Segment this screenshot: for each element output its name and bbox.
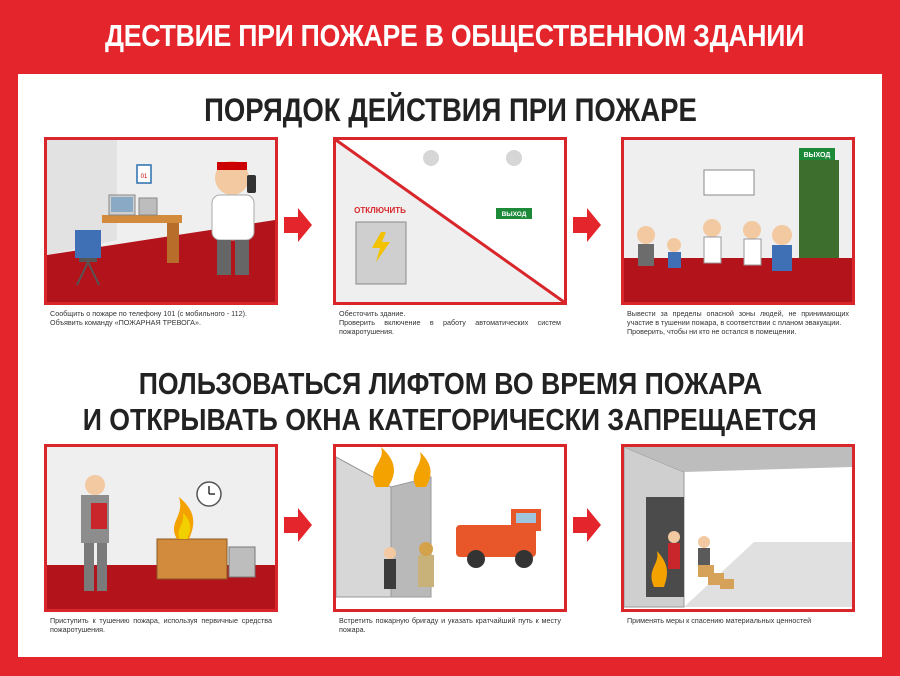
section-heading: ПОРЯДОК ДЕЙСТВИЯ ПРИ ПОЖАРЕ: [203, 92, 697, 128]
step-2-illustration: [333, 137, 567, 305]
step-panel-2: [333, 137, 567, 369]
warning-line-2: И ОТКРЫВАТЬ ОКНА КАТЕГОРИЧЕСКИ ЗАПРЕЩАЕТСЯ: [83, 402, 817, 437]
svg-text:ВЫХОД: ВЫХОД: [501, 211, 527, 218]
step-panel-1: [44, 137, 278, 369]
step-5-caption: Встретить пожарную бригаду и указать кратчайший путь к месту пожара.: [339, 616, 561, 634]
step-3-illustration: [621, 137, 855, 305]
step-6-caption: Применять меры к спасению материальных ценностей: [627, 616, 812, 625]
svg-text:ВЫХОД: ВЫХОД: [803, 152, 831, 159]
power-off-scene: [336, 140, 564, 302]
phone-icon: [247, 175, 256, 193]
step-panel-6: [621, 444, 855, 676]
fire-brigade-scene: [336, 447, 564, 609]
office-phone-scene: [47, 140, 275, 302]
arrow-right-icon: [573, 208, 601, 242]
step-6-illustration: [621, 444, 855, 612]
step-3-caption: Вывести за пределы опасной зоны людей, не принимающих участие в тушении пожара, в соответствии с планом эвакуации. Проверить, чтобы ни кто не остался в помещении.: [627, 309, 849, 336]
step-4-illustration: [44, 444, 278, 612]
warning-line-1: ПОЛЬЗОВАТЬСЯ ЛИФТОМ ВО ВРЕМЯ ПОЖАРА: [138, 366, 762, 401]
arrow-right-icon: [573, 508, 601, 542]
step-5-illustration: [333, 444, 567, 612]
rescue-valuables-scene: [624, 447, 852, 609]
step-panel-4: [44, 444, 278, 676]
step-panel-5: [333, 444, 567, 676]
poster-title: ДЕСТВИЕ ПРИ ПОЖАРЕ В ОБЩЕСТВЕННОМ ЗДАНИИ: [105, 18, 805, 53]
arrow-right-icon: [284, 208, 312, 242]
step-2-caption: Обесточить здание. Проверить включение в работу автоматических систем пожаротушения.: [339, 309, 561, 336]
step-1-illustration: [44, 137, 278, 305]
content-board: [18, 74, 882, 657]
step-panel-3: [621, 137, 855, 369]
step-4-caption: Приступить к тушению пожара, используя первичные средства пожаротушения.: [50, 616, 272, 634]
step-1-caption: Сообщить о пожаре по телефону 101 (с мобильного - 112). Объявить команду «ПОЖАРНАЯ ТРЕВОГА».: [50, 309, 248, 327]
evacuation-scene: [624, 140, 852, 302]
extinguishing-scene: [47, 447, 275, 609]
header: [0, 0, 900, 72]
switch-off-label: ОТКЛЮЧИТЬ: [354, 206, 406, 215]
emergency-number-sign: 01: [140, 174, 148, 180]
arrow-right-icon: [284, 508, 312, 542]
